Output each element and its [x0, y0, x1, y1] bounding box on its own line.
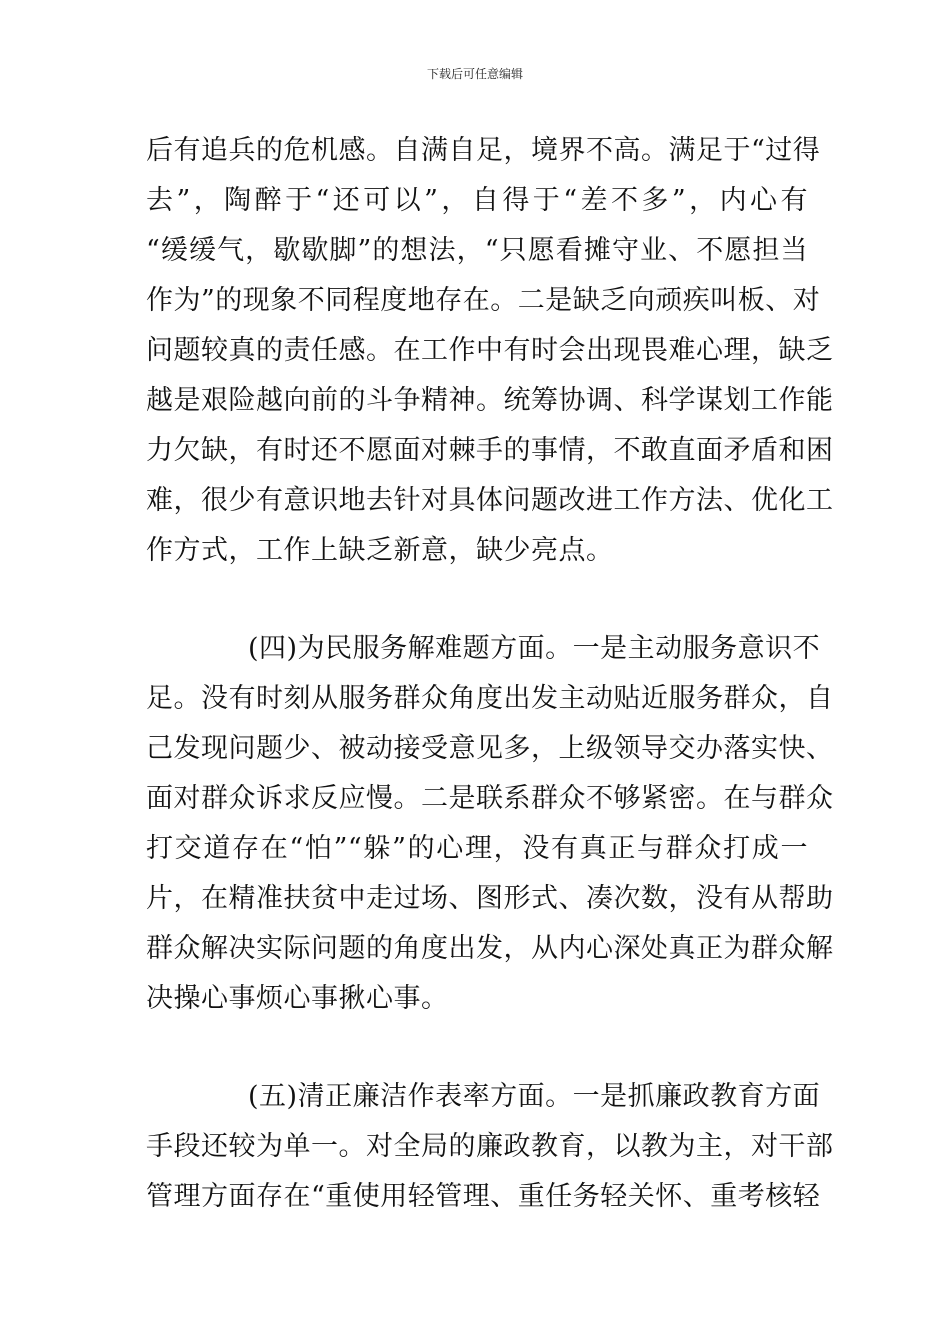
text-line: 面对群众诉求反应慢。二是联系群众不够紧密。在与群众 — [146, 783, 834, 814]
text-line: 管理方面存在“重使用轻管理、重任务轻关怀、重考核轻 — [146, 1181, 821, 1212]
text-line: 力欠缺，有时还不愿面对棘手的事情，不敢直面矛盾和困 — [146, 435, 834, 466]
text-line: “缓缓气，歇歇脚”的想法，“只愿看摊守业、不愿担当 — [146, 235, 808, 266]
text-line: 后有追兵的危机感。自满自足，境界不高。满足于“过得 — [146, 135, 821, 166]
text-line: 作方式，工作上缺乏新意，缺少亮点。 — [146, 535, 614, 566]
text-line: 群众解决实际问题的角度出发，从内心深处真正为群众解 — [146, 933, 834, 964]
text-line: 足。没有时刻从服务群众角度出发主动贴近服务群众，自 — [146, 683, 834, 714]
text-line: 越是艰险越向前的斗争精神。统筹协调、科学谋划工作能 — [146, 385, 834, 416]
text-line: 作为”的现象不同程度地存在。二是缺乏向顽疾叫板、对 — [146, 285, 821, 316]
page-header: 下载后可任意编辑 — [426, 67, 523, 81]
text-line: 决操心事烦心事揪心事。 — [146, 983, 449, 1014]
text-line: 己发现问题少、被动接受意见多，上级领导交办落实快、 — [146, 733, 834, 764]
text-line: 片，在精准扶贫中走过场、图形式、凑次数，没有从帮助 — [146, 883, 834, 914]
text-line: 手段还较为单一。对全局的廉政教育，以教为主，对干部 — [146, 1131, 834, 1162]
text-line: (五)清正廉洁作表率方面。一是抓廉政教育方面 — [248, 1081, 821, 1112]
text-line: (四)为民服务解难题方面。一是主动服务意识不 — [248, 633, 821, 664]
text-line: 问题较真的责任感。在工作中有时会出现畏难心理，缺乏 — [146, 335, 834, 366]
text-line: 去”，陶醉于“还可以”，自得于“差不多”，内心有 — [146, 185, 808, 216]
text-line: 难，很少有意识地去针对具体问题改进工作方法、优化工 — [146, 485, 834, 516]
text-line: 打交道存在“怕”“躲”的心理，没有真正与群众打成一 — [146, 833, 808, 864]
